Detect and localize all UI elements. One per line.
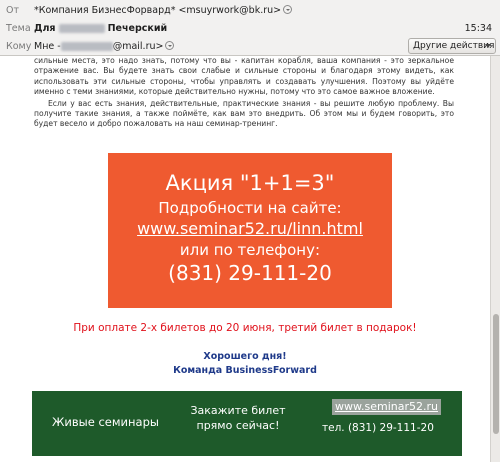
other-actions-label: Другие действия [413, 41, 495, 51]
from-value[interactable] [34, 2, 292, 20]
vertical-scrollbar[interactable] [490, 56, 500, 462]
from-label: От [6, 5, 20, 16]
live-seminars-text: Живые семинары [52, 415, 159, 429]
promo-details-label: Подробности на сайте: [158, 199, 342, 217]
order-ticket-text [178, 403, 298, 433]
recipient-menu-icon[interactable] [165, 41, 174, 50]
offer-text: При оплате 2-х билетов до 20 июня, третий билет в подарок! [73, 322, 417, 334]
greeting-text: Хорошего дня! [203, 351, 287, 362]
subject-value [34, 20, 167, 38]
from-row [0, 2, 500, 20]
promo-phone: (831) 29-111-20 [168, 261, 332, 285]
team-signature: Команда BusinessForward [173, 365, 317, 376]
message-header [0, 0, 500, 56]
subject-row [0, 20, 500, 38]
promo-banner[interactable] [108, 153, 392, 308]
to-suffix: @mail.ru> [112, 41, 164, 52]
message-time: 15:34 [464, 23, 492, 34]
subject-suffix: Печерский [107, 23, 168, 34]
to-prefix: Мне - [34, 41, 61, 52]
subject-prefix: Для [34, 23, 56, 34]
sender-menu-icon[interactable] [283, 5, 292, 14]
promo-phone-label: или по телефону: [179, 241, 321, 259]
to-label: Кому [6, 41, 32, 52]
intro-paragraph-1: сильные места, это надо знать, потому что вы - капитан корабля, ваша компания - это зеркальное отражение вас. Вы будете знать свои слабые и сильные стороны и благодаря этому видеть, как использовать эти сильные стороны, чтобы управлять и создавать улучшения. Поэтому вы уйдёте именно с теми знаниями, которые действительно нужны, потому что это самое важное вложение. [34, 56, 454, 97]
order-line-2: прямо сейчас! [196, 419, 280, 432]
footer-phone: тел. (831) 29-111-20 [322, 422, 434, 434]
order-line-1: Закажите билет [190, 404, 286, 417]
message-body [0, 56, 490, 462]
redacted-email [61, 42, 113, 51]
other-actions-button[interactable] [408, 38, 496, 54]
to-value[interactable] [34, 38, 174, 56]
footer-site-link[interactable]: www.seminar52.ru [332, 399, 441, 415]
promo-site-link[interactable]: www.seminar52.ru/linn.html [137, 219, 363, 238]
subject-label: Тема [6, 23, 31, 34]
intro-text [34, 56, 454, 131]
chevron-down-icon [485, 44, 491, 48]
promo-title: Акция "1+1=3" [165, 171, 335, 195]
sender-address[interactable]: *Компания БизнесФорвард* <msuyrwork@bk.ru> [34, 5, 282, 16]
redacted-name [59, 24, 105, 33]
intro-paragraph-2: Если у вас есть знания, действительные, практические знания - вы решите любую проблему. Вы получите такие знания, а также поймёте, как вам это внедрить. Об этом мы и будем говорить, это будет весело и добро пожаловать на наш семинар-тренинг. [34, 98, 454, 129]
scrollbar-thumb[interactable] [493, 314, 499, 434]
footer-banner[interactable] [32, 391, 462, 456]
